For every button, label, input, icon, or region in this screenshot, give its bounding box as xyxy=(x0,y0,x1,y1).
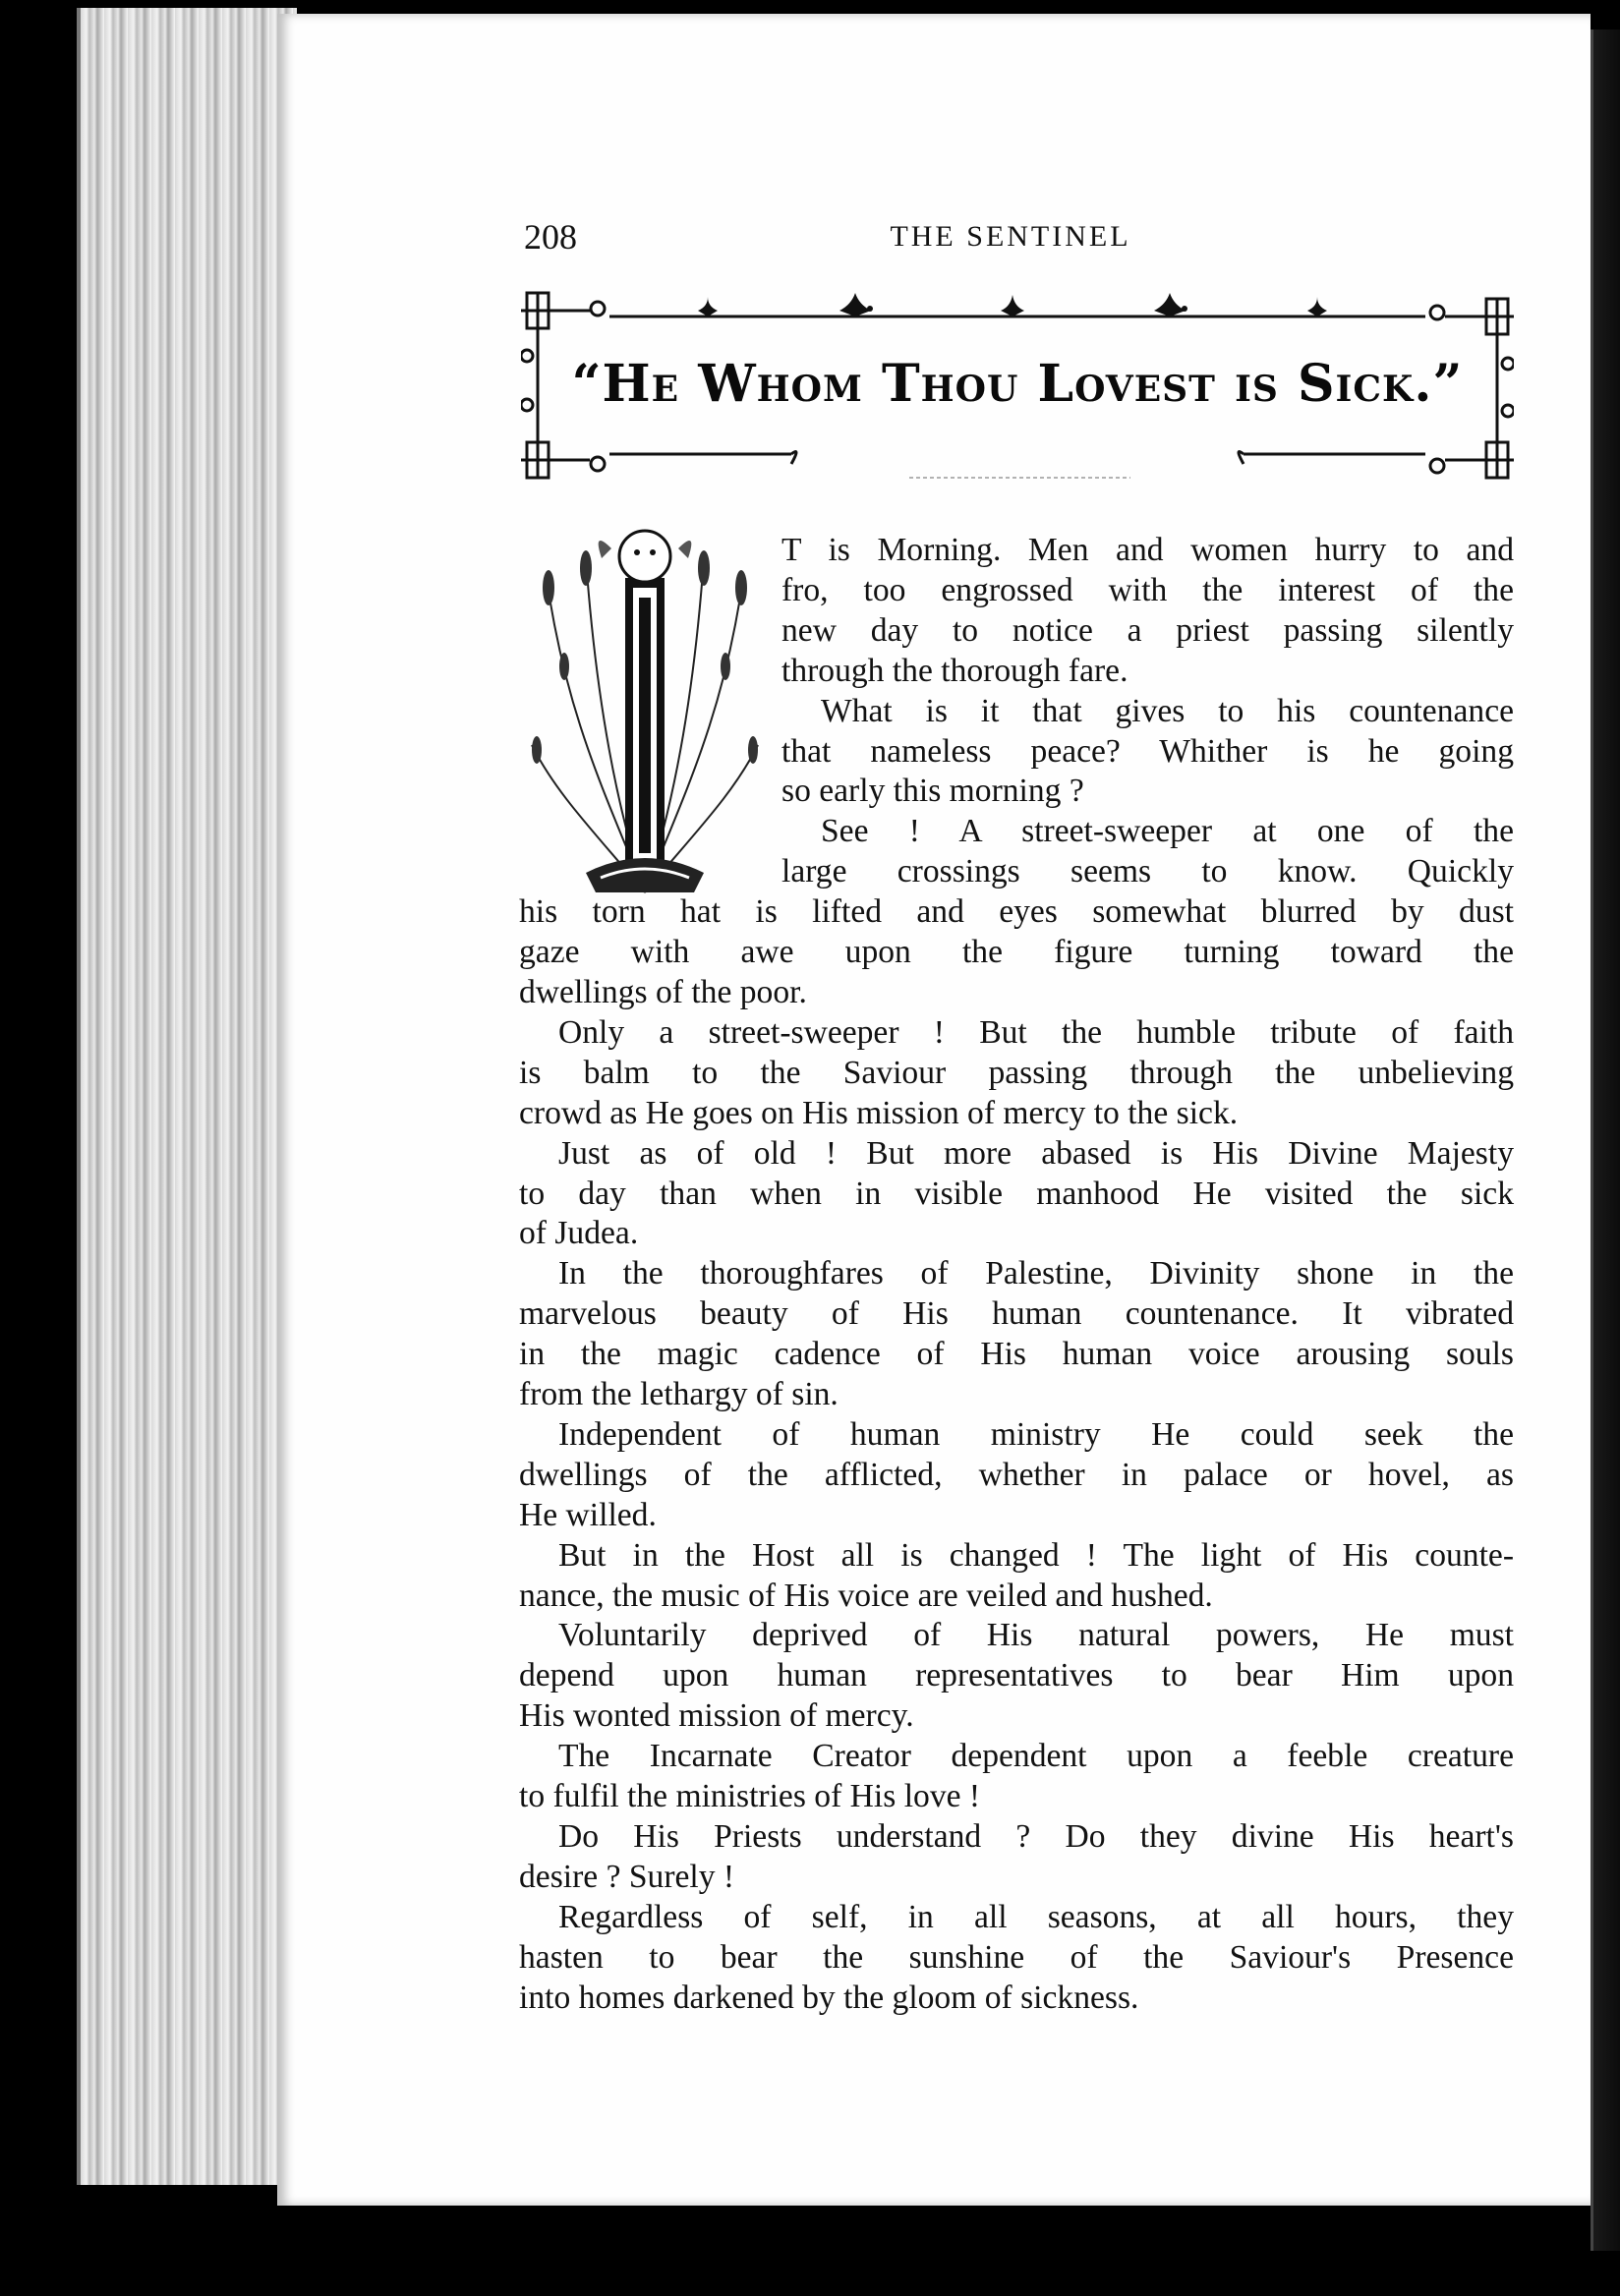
text-line: gaze with awe upon the figure turning toward the xyxy=(519,934,1514,971)
text-line: of Judea. xyxy=(519,1215,639,1252)
text-line: through the thorough fare. xyxy=(781,652,1128,689)
running-head xyxy=(524,216,1497,265)
page-number: 208 xyxy=(524,217,577,257)
text-line: His wonted mission of mercy. xyxy=(519,1697,914,1735)
text-line: is balm to the Saviour passing through the unbelieving xyxy=(519,1054,1514,1091)
text-line: his torn hat is lifted and eyes somewhat blurred by dust xyxy=(519,893,1514,931)
text-line: T is Morning. Men and women hurry to and xyxy=(781,532,1514,568)
text-line: marvelous beauty of His human countenance. It vibrated xyxy=(519,1295,1514,1333)
text-line: In the thoroughfares of Palestine, Divinity shone in the xyxy=(558,1255,1514,1292)
text-line: nance, the music of His voice are veiled and hushed. xyxy=(519,1577,1213,1614)
text-line: See ! A street-sweeper at one of the xyxy=(821,813,1514,850)
running-title: THE SENTINEL xyxy=(890,220,1131,253)
article-body xyxy=(519,531,1514,2019)
text-line: Just as of old ! But more abased is His Divine Majesty xyxy=(558,1134,1514,1172)
text-line: large crossings seems to know. Quickly xyxy=(781,853,1514,890)
text-line: hasten to bear the sunshine of the Saviour's Presence xyxy=(519,1938,1514,1976)
text-line: dwellings of the poor. xyxy=(519,973,807,1010)
text-line: Independent of human ministry He could seek the xyxy=(558,1415,1514,1453)
text-line: desire ? Surely ! xyxy=(519,1858,735,1895)
text-line: He willed. xyxy=(519,1496,657,1533)
text-line: What is it that gives to his countenance xyxy=(821,692,1514,729)
text-line: that nameless peace? Whither is he going xyxy=(781,732,1514,770)
text-line: so early this morning ? xyxy=(781,773,1084,810)
text-line: into homes darkened by the gloom of sickness. xyxy=(519,1979,1139,2016)
title-ornament-frame xyxy=(521,285,1514,491)
text-line: Do His Priests understand ? Do they divine His heart's xyxy=(558,1818,1514,1855)
text-line: Voluntarily deprived of His natural powers, He must xyxy=(558,1617,1514,1654)
text-line: dwellings of the afflicted, whether in palace or hovel, as xyxy=(519,1456,1514,1493)
text-line: to day than when in visible manhood He visited the sick xyxy=(519,1175,1514,1212)
text-line: crowd as He goes on His mission of mercy to the sick. xyxy=(519,1094,1239,1131)
text-line: in the magic cadence of His human voice arousing souls xyxy=(519,1336,1514,1373)
text-line: But in the Host all is changed ! The light of His counte- xyxy=(558,1536,1514,1574)
text-line: from the lethargy of sin. xyxy=(519,1376,839,1413)
page-gutter-shadow xyxy=(1591,29,1620,2251)
article-title: “He Whom Thou Lovest is Sick.” xyxy=(571,354,1464,414)
text-line: Only a street-sweeper ! But the humble tribute of faith xyxy=(558,1013,1514,1051)
text-line: fro, too engrossed with the interest of the xyxy=(781,571,1514,608)
text-line: The Incarnate Creator dependent upon a feeble creature xyxy=(558,1738,1514,1775)
page-edges xyxy=(77,8,297,2185)
text-line: depend upon human representatives to bear Him upon xyxy=(519,1657,1514,1694)
text-line: Regardless of self, in all seasons, at all hours, they xyxy=(558,1898,1514,1935)
text-line: to fulfil the ministries of His love ! xyxy=(519,1778,981,1815)
text-line: new day to notice a priest passing silently xyxy=(781,611,1514,649)
